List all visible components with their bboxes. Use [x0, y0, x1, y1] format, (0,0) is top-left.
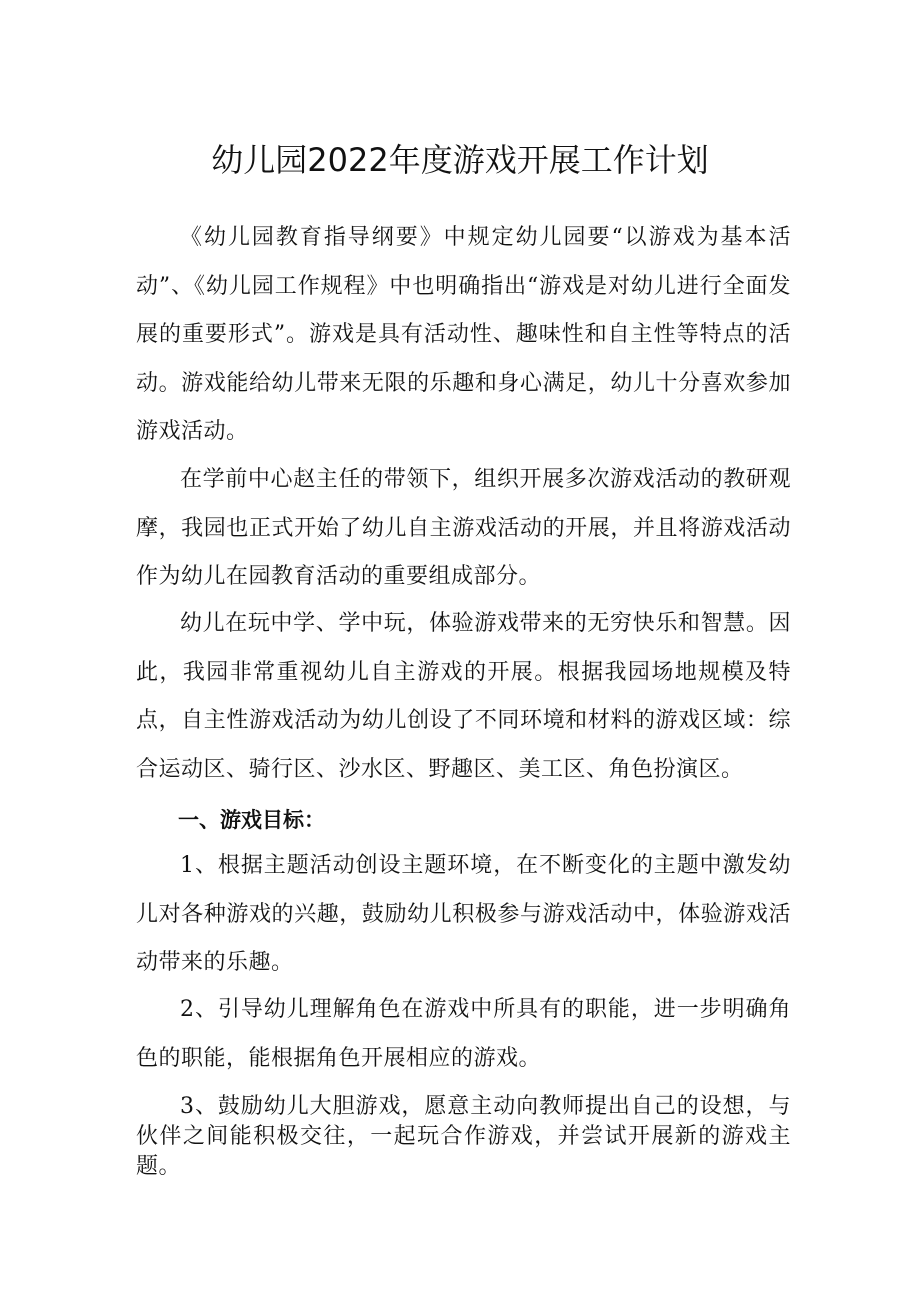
goal-item-2: 2、引导幼儿理解角色在游戏中所具有的职能，进一步明确角色的职能，能根据角色开展相应的游戏。 — [136, 997, 791, 1071]
section-heading-goals: 一、游戏目标： — [178, 808, 325, 832]
intro-paragraph: 《幼儿园教育指导纲要》中规定幼儿园要“以游戏为基本活动”、《幼儿园工作规程》中也明确指出“游戏是对幼儿进行全面发展的重要形式”。游戏是具有活动性、趣味性和自主性等特点的活动。游戏能给幼儿带来无限的乐趣和身心满足，幼儿十分喜欢参加游戏活动。 — [136, 225, 791, 444]
goal-item-3: 3、鼓励幼儿大胆游戏，愿意主动向教师提出自己的设想，与伙伴之间能积极交往，一起玩合作游戏，并尝试开展新的游戏主题。 — [136, 1094, 791, 1179]
document-title: 幼儿园2022年度游戏开展工作计划 — [211, 141, 709, 179]
play-areas-paragraph: 幼儿在玩中学、学中玩，体验游戏带来的无穷快乐和智慧。因此，我园非常重视幼儿自主游戏的开展。根据我园场地规模及特点，自主性游戏活动为幼儿创设了不同环境和材料的游戏区域：综合运动区、骑行区、沙水区、野趣区、美工区、角色扮演区。 — [136, 611, 791, 782]
background-paragraph: 在学前中心赵主任的带领下，组织开展多次游戏活动的教研观摩，我园也正式开始了幼儿自主游戏活动的开展，并且将游戏活动作为幼儿在园教育活动的重要组成部分。 — [136, 467, 791, 589]
goal-item-1: 1、根据主题活动创设主题环境，在不断变化的主题中激发幼儿对各种游戏的兴趣，鼓励幼儿积极参与游戏活动中，体验游戏活动带来的乐趣。 — [136, 853, 791, 975]
